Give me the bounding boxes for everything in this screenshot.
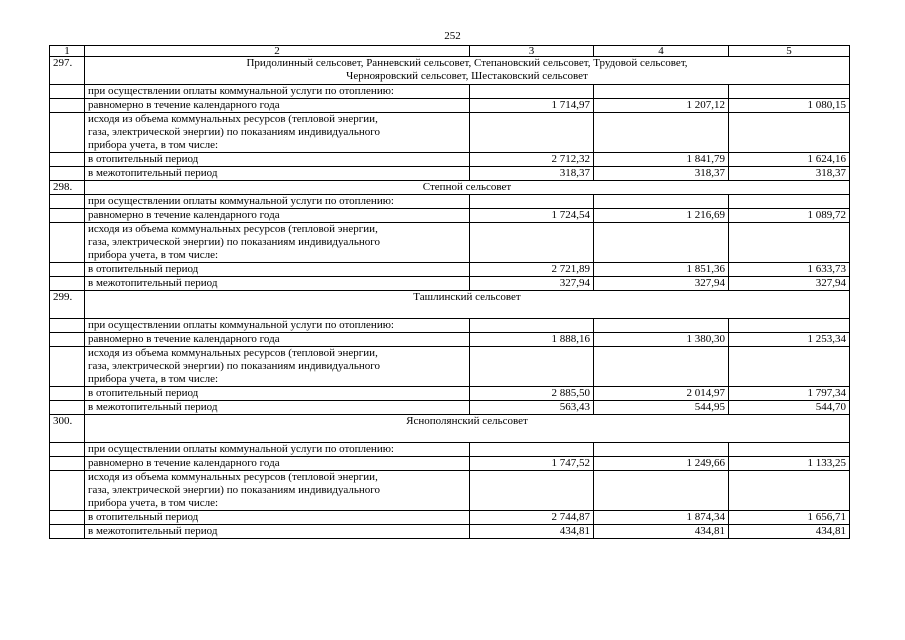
row-label-line: газа, электрической энергии) по показаниям индивидуального [88,236,380,248]
column-number: 5 [729,46,850,57]
value-cell-c5 [729,85,850,99]
value-cell-c3 [470,85,594,99]
row-label-line: исходя из объема коммунальных ресурсов (тепловой энергии, [88,471,378,483]
index-cell [50,387,85,401]
row-label: в отопительный период [85,263,470,277]
value-cell-c3: 2 721,89 [470,263,594,277]
value-cell-c3 [470,443,594,457]
data-row [50,471,850,511]
value-cell-c4 [594,85,729,99]
row-label: в межотопительный период [85,401,470,415]
value-cell-c4 [594,443,729,457]
data-row [50,525,850,539]
row-label [85,223,470,263]
section-title-line: Чернояровский сельсовет, Шестаковский сельсовет [346,70,588,82]
index-cell [50,277,85,291]
value-cell-c5: 1 253,34 [729,333,850,347]
index-cell [50,333,85,347]
row-label-line: исходя из объема коммунальных ресурсов (тепловой энергии, [88,223,378,235]
index-cell [50,263,85,277]
value-cell-c3: 1 724,54 [470,209,594,223]
row-label: при осуществлении оплаты коммунальной услуги по отоплению: [85,85,470,99]
value-cell-c5: 544,70 [729,401,850,415]
index-cell [50,195,85,209]
column-number: 4 [594,46,729,57]
value-cell-c4 [594,347,729,387]
row-label: в межотопительный период [85,525,470,539]
column-number: 3 [470,46,594,57]
value-cell-c5: 327,94 [729,277,850,291]
row-label: в отопительный период [85,153,470,167]
row-label-line: исходя из объема коммунальных ресурсов (тепловой энергии, [88,113,378,125]
value-cell-c4 [594,471,729,511]
value-cell-c3 [470,319,594,333]
index-cell [50,223,85,263]
index-cell [50,167,85,181]
value-cell-c3: 2 744,87 [470,511,594,525]
data-row [50,333,850,347]
page-number: 252 [444,30,461,42]
index-cell [50,347,85,387]
row-label [85,113,470,153]
section-header-row [50,415,850,443]
section-title [85,415,850,443]
section-title-line: Степной сельсовет [422,181,512,193]
value-cell-c5 [729,195,850,209]
data-row [50,277,850,291]
row-label-line: исходя из объема коммунальных ресурсов (тепловой энергии, [88,347,378,359]
value-cell-c5: 434,81 [729,525,850,539]
value-cell-c3: 318,37 [470,167,594,181]
row-label: при осуществлении оплаты коммунальной услуги по отоплению: [85,195,470,209]
data-row [50,511,850,525]
row-label: равномерно в течение календарного года [85,209,470,223]
value-cell-c5 [729,471,850,511]
value-cell-c4: 544,95 [594,401,729,415]
section-title-line: Ташлинский сельсовет [413,291,521,303]
data-row [50,209,850,223]
data-row [50,401,850,415]
value-cell-c3: 327,94 [470,277,594,291]
value-cell-c4 [594,223,729,263]
value-cell-c5: 1 797,34 [729,387,850,401]
value-cell-c5: 1 080,15 [729,99,850,113]
value-cell-c3: 1 747,52 [470,457,594,471]
value-cell-c5: 1 656,71 [729,511,850,525]
row-label-line: газа, электрической энергии) по показаниям индивидуального [88,126,380,138]
value-cell-c5: 1 133,25 [729,457,850,471]
data-row [50,319,850,333]
column-number: 1 [50,46,85,57]
section-index: 298. [50,181,85,195]
value-cell-c4 [594,319,729,333]
row-label: равномерно в течение календарного года [85,333,470,347]
value-cell-c3 [470,113,594,153]
value-cell-c5 [729,347,850,387]
value-cell-c5 [729,113,850,153]
value-cell-c4: 2 014,97 [594,387,729,401]
data-row [50,153,850,167]
value-cell-c3: 2 712,32 [470,153,594,167]
index-cell [50,209,85,223]
section-header-row [50,291,850,319]
index-cell [50,511,85,525]
row-label: в межотопительный период [85,167,470,181]
row-label-line: прибора учета, в том числе: [88,497,219,509]
value-cell-c4: 1 851,36 [594,263,729,277]
index-cell [50,85,85,99]
value-cell-c3: 1 888,16 [470,333,594,347]
index-cell [50,471,85,511]
value-cell-c3 [470,195,594,209]
section-index: 299. [50,291,85,319]
row-label: в отопительный период [85,511,470,525]
row-label: в межотопительный период [85,277,470,291]
row-label [85,347,470,387]
data-row [50,223,850,263]
row-label: равномерно в течение календарного года [85,99,470,113]
data-row [50,263,850,277]
value-cell-c3 [470,347,594,387]
data-row [50,195,850,209]
data-row [50,85,850,99]
row-label-line: газа, электрической энергии) по показаниям индивидуального [88,360,380,372]
value-cell-c4: 1 380,30 [594,333,729,347]
value-cell-c3 [470,471,594,511]
value-cell-c5: 1 633,73 [729,263,850,277]
index-cell [50,443,85,457]
section-title [85,181,850,195]
index-cell [50,113,85,153]
value-cell-c3: 2 885,50 [470,387,594,401]
column-number: 2 [85,46,470,57]
data-row [50,99,850,113]
data-row [50,457,850,471]
value-cell-c5: 318,37 [729,167,850,181]
row-label-line: прибора учета, в том числе: [88,139,219,151]
index-cell [50,99,85,113]
section-title-line: Придолинный сельсовет, Ранневский сельсовет, Степановский сельсовет, Трудовой сельсовет, [246,57,688,69]
tariff-table [49,45,850,539]
index-cell [50,153,85,167]
section-index: 300. [50,415,85,443]
row-label: при осуществлении оплаты коммунальной услуги по отоплению: [85,443,470,457]
value-cell-c4: 318,37 [594,167,729,181]
index-cell [50,457,85,471]
value-cell-c4: 1 874,34 [594,511,729,525]
section-header-row [50,181,850,195]
value-cell-c5 [729,223,850,263]
data-row [50,347,850,387]
value-cell-c4: 1 249,66 [594,457,729,471]
data-row [50,443,850,457]
value-cell-c5 [729,443,850,457]
row-label: равномерно в течение календарного года [85,457,470,471]
value-cell-c5: 1 624,16 [729,153,850,167]
value-cell-c3: 1 714,97 [470,99,594,113]
data-row [50,167,850,181]
row-label-line: прибора учета, в том числе: [88,373,219,385]
row-label-line: газа, электрической энергии) по показаниям индивидуального [88,484,380,496]
row-label: в отопительный период [85,387,470,401]
value-cell-c4: 1 841,79 [594,153,729,167]
section-title [85,291,850,319]
value-cell-c5 [729,319,850,333]
index-cell [50,401,85,415]
value-cell-c4 [594,195,729,209]
section-index: 297. [50,57,85,85]
column-number-row [50,46,850,57]
data-row [50,387,850,401]
value-cell-c4: 327,94 [594,277,729,291]
value-cell-c4: 1 207,12 [594,99,729,113]
section-header-row [50,57,850,85]
value-cell-c3: 563,43 [470,401,594,415]
section-title-line: Яснополянский сельсовет [406,415,528,427]
value-cell-c3: 434,81 [470,525,594,539]
value-cell-c3 [470,223,594,263]
row-label: при осуществлении оплаты коммунальной услуги по отоплению: [85,319,470,333]
value-cell-c5: 1 089,72 [729,209,850,223]
data-row [50,113,850,153]
row-label-line: прибора учета, в том числе: [88,249,219,261]
index-cell [50,525,85,539]
value-cell-c4 [594,113,729,153]
section-title [85,57,850,85]
index-cell [50,319,85,333]
value-cell-c4: 1 216,69 [594,209,729,223]
value-cell-c4: 434,81 [594,525,729,539]
row-label [85,471,470,511]
